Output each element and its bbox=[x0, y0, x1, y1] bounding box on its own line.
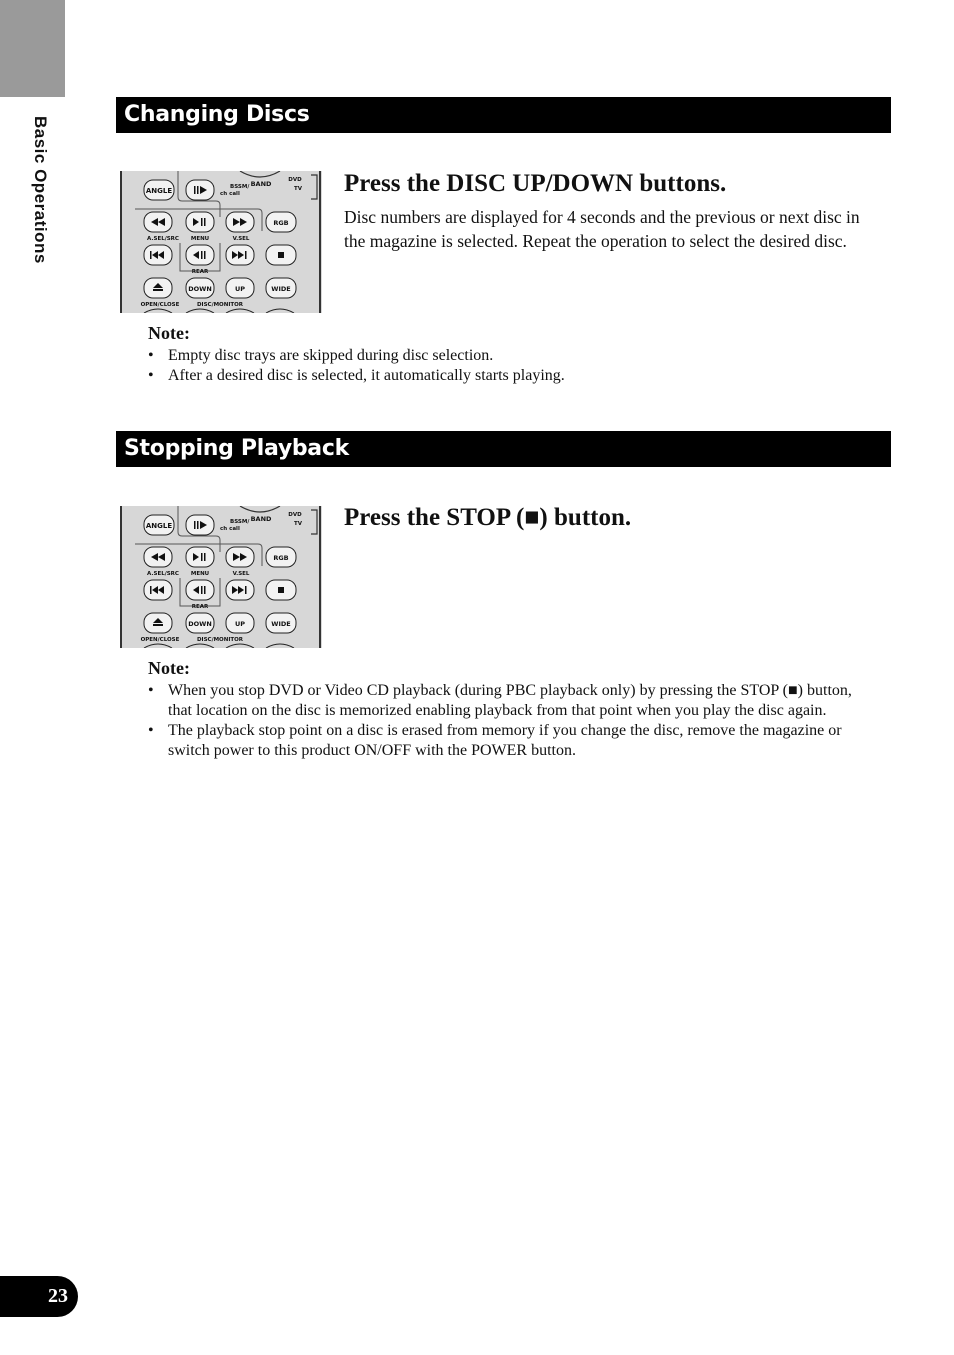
svg-text:DISC/MONITOR: DISC/MONITOR bbox=[196, 302, 244, 308]
note-title: Note: bbox=[148, 658, 190, 678]
note-block-stopping-playback bbox=[148, 658, 858, 761]
svg-text:DVD: DVD bbox=[288, 177, 302, 183]
step-heading-stop-button: Press the STOP (■) button. bbox=[344, 504, 632, 531]
step-description: Disc numbers are displayed for 4 seconds and the previous or next disc in the magazine is selected. Repeat the operation to select the desired disc. bbox=[344, 207, 860, 251]
remote-control-illustration bbox=[120, 506, 322, 648]
section-title-stopping-playback: Stopping Playback bbox=[116, 431, 891, 467]
svg-text:TV: TV bbox=[293, 521, 303, 527]
svg-text:DISC/MONITOR: DISC/MONITOR bbox=[196, 637, 244, 643]
svg-text:REAR: REAR bbox=[191, 604, 209, 610]
svg-text:UP: UP bbox=[234, 285, 246, 293]
svg-text:OPEN/CLOSE: OPEN/CLOSE bbox=[140, 302, 180, 308]
side-tab-block bbox=[0, 0, 65, 97]
svg-text:RGB: RGB bbox=[273, 219, 289, 227]
note-item: • Empty disc trays are skipped during disc selection. bbox=[148, 347, 494, 364]
svg-text:A.SEL/SRC: A.SEL/SRC bbox=[147, 236, 179, 242]
svg-text:ch call: ch call bbox=[220, 191, 240, 197]
svg-text:V.SEL: V.SEL bbox=[232, 236, 250, 242]
svg-text:WIDE: WIDE bbox=[271, 285, 291, 293]
svg-text:ANGLE: ANGLE bbox=[145, 522, 173, 530]
svg-text:BAND: BAND bbox=[250, 515, 272, 523]
section-title-changing-discs: Changing Discs bbox=[116, 97, 891, 133]
note-list bbox=[148, 346, 858, 386]
svg-text:A.SEL/SRC: A.SEL/SRC bbox=[147, 571, 179, 577]
note-item: • The playback stop point on a disc is erased from memory if you change the disc, remove the magazine or switch power to this product ON/OFF with the POWER button. bbox=[148, 722, 842, 759]
svg-text:UP: UP bbox=[234, 620, 246, 628]
remote-control-illustration bbox=[120, 171, 322, 313]
svg-text:BSSM/: BSSM/ bbox=[230, 184, 250, 190]
svg-text:DOWN: DOWN bbox=[188, 285, 212, 293]
page-number: 23 bbox=[0, 1276, 78, 1317]
svg-text:WIDE: WIDE bbox=[271, 620, 291, 628]
note-title: Note: bbox=[148, 323, 190, 343]
svg-text:ch call: ch call bbox=[220, 526, 240, 532]
step-heading-disc-up-down: Press the DISC UP/DOWN buttons. bbox=[344, 170, 727, 197]
note-item: • When you stop DVD or Video CD playback (during PBC playback only) by pressing the STOP (■) button, that location on the disc is memorized enabling playback from that point when you play the disc again. bbox=[148, 682, 852, 719]
side-tab-label: Basic Operations bbox=[31, 116, 50, 264]
note-block-changing-discs bbox=[148, 323, 858, 386]
note-item: • After a desired disc is selected, it automatically starts playing. bbox=[148, 367, 565, 384]
svg-text:BSSM/: BSSM/ bbox=[230, 519, 250, 525]
svg-text:TV: TV bbox=[293, 186, 303, 192]
svg-text:OPEN/CLOSE: OPEN/CLOSE bbox=[140, 637, 180, 643]
svg-text:ANGLE: ANGLE bbox=[145, 187, 173, 195]
svg-text:REAR: REAR bbox=[191, 269, 209, 275]
svg-text:RGB: RGB bbox=[273, 554, 289, 562]
svg-text:V.SEL: V.SEL bbox=[232, 571, 250, 577]
svg-text:DOWN: DOWN bbox=[188, 620, 212, 628]
svg-text:DVD: DVD bbox=[288, 512, 302, 518]
svg-text:BAND: BAND bbox=[250, 180, 272, 188]
svg-text:MENU: MENU bbox=[190, 571, 210, 577]
svg-text:MENU: MENU bbox=[190, 236, 210, 242]
note-list bbox=[148, 681, 858, 761]
